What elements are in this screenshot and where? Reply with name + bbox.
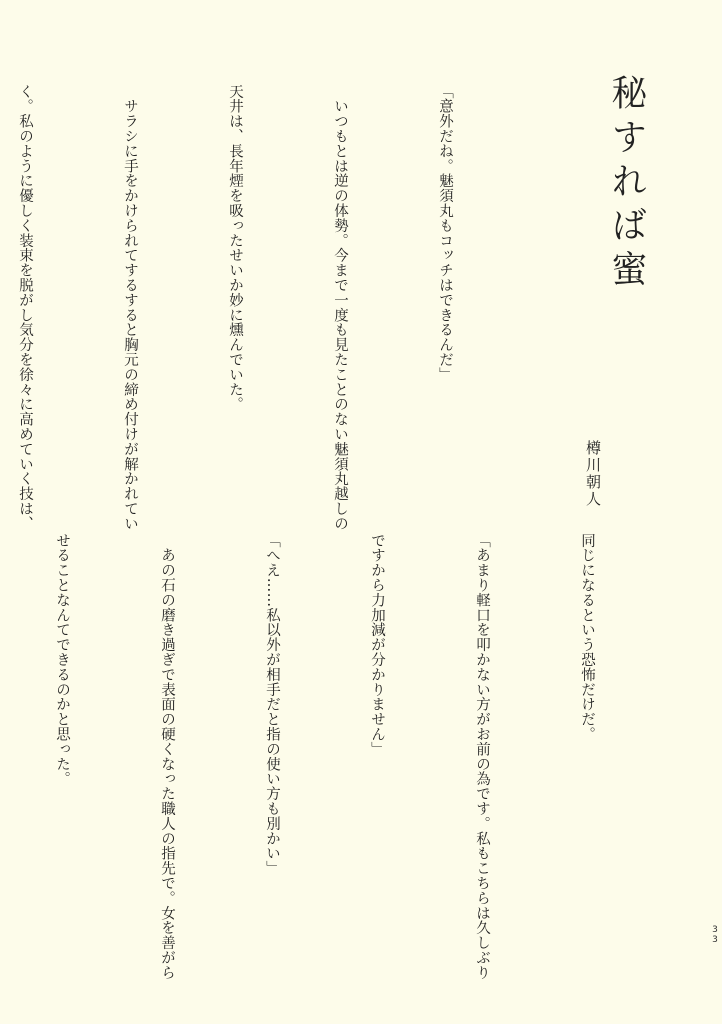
text-column: 「あまり軽口を叩かない方がお前の為です。私もこちらは久しぶり <box>474 533 490 980</box>
text-column: いつもとは逆の体勢。今まで一度も見たことのない魅須丸越しの <box>332 84 348 531</box>
text-column: せることなんてできるのかと思った。 <box>54 533 70 787</box>
text-column: 同じになるという恐怖だけだ。 <box>579 533 595 742</box>
text-column: 「へえ……私以外が相手だと指の使い方も別かい」 <box>264 533 280 876</box>
text-column: 天井は、長年煙を吸ったせいか妙に燻んでいた。 <box>227 84 243 412</box>
text-column: あの石の磨き過ぎで表面の硬くなった職人の指先で。女を善がら <box>159 533 175 980</box>
lower-text-block <box>0 533 674 980</box>
text-column: 「意外だね。魅須丸もコッチはできるんだ」 <box>437 84 453 382</box>
text-column: サラシに手をかけられてするすると胸元の締め付けが解かれてい <box>122 84 138 531</box>
author-name: 樽川朝人 <box>584 440 602 508</box>
page-number: 33 <box>712 925 718 945</box>
story-title: 秘すれば蜜 <box>605 74 647 294</box>
text-column: ですから力加減が分かりません」 <box>369 533 385 757</box>
text-column: く。私のように優しく装束を脱がし気分を徐々に高めていく技は、 <box>17 84 33 531</box>
upper-text-block <box>0 84 532 531</box>
